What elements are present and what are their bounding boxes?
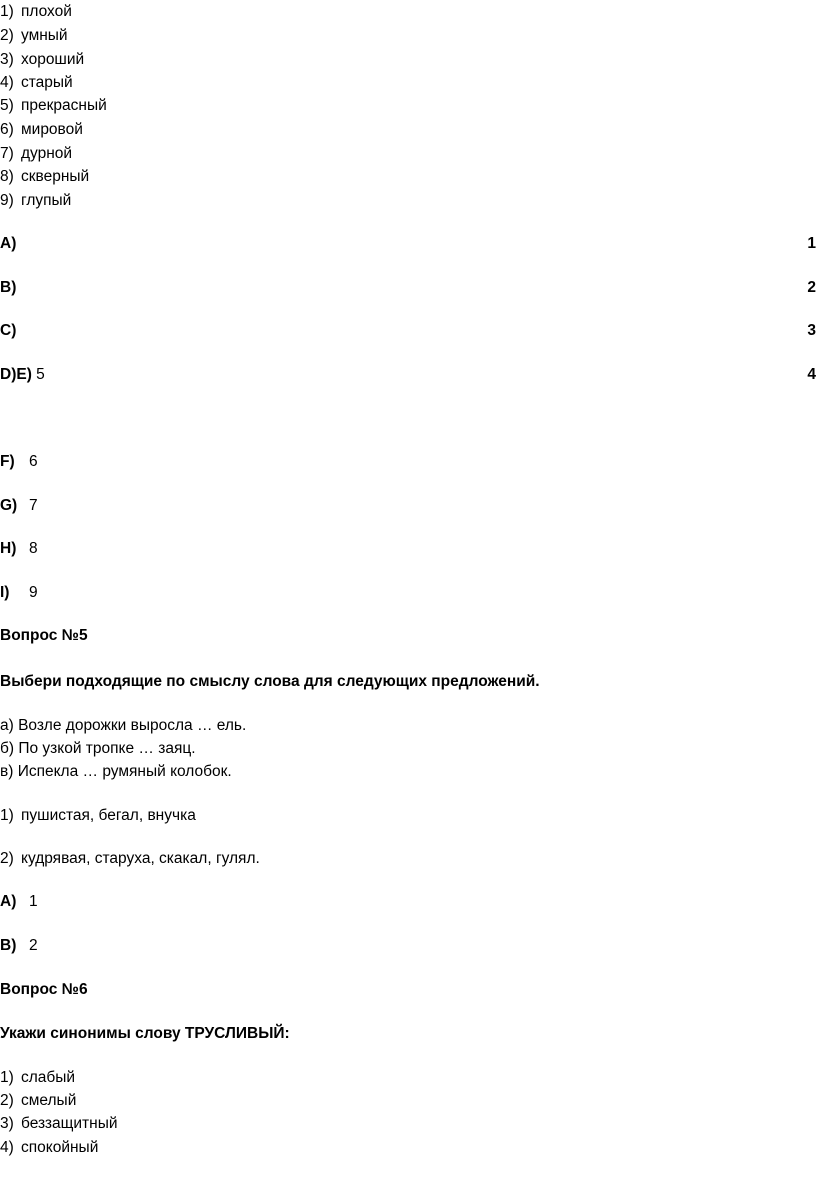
list-item: 9) глупый	[0, 192, 72, 209]
option-item: 2) кудрявая, старуха, скакал, гулял.	[0, 850, 260, 867]
answer-option-a[interactable]: A)	[0, 235, 17, 252]
option-item: 4) спокойный	[0, 1139, 99, 1156]
list-item: 6) мировой	[0, 121, 83, 138]
answer-number: 4	[807, 366, 816, 383]
list-item: 3) хороший	[0, 51, 85, 68]
answer-option-a[interactable]: A) 1	[0, 893, 38, 910]
answer-number: 1	[807, 235, 816, 252]
list-item: 8) скверный	[0, 168, 90, 185]
list-item: 4) старый	[0, 74, 73, 91]
question-prompt: Выбери подходящие по смыслу слова для следующих предложений.	[0, 673, 540, 690]
answer-option-h[interactable]: H) 8	[0, 540, 38, 557]
list-item: 7) дурной	[0, 145, 73, 162]
answer-option-b[interactable]: B)	[0, 279, 17, 296]
list-item: 5) прекрасный	[0, 97, 107, 114]
question-title: Вопрос №6	[0, 981, 88, 998]
answer-option-de[interactable]: D)E) 5	[0, 366, 45, 383]
question-title: Вопрос №5	[0, 627, 88, 644]
answer-option-g[interactable]: G) 7	[0, 497, 38, 514]
list-item: 1) плохой	[0, 3, 72, 20]
sentence: б) По узкой тропке … заяц.	[0, 740, 196, 757]
option-item: 1) слабый	[0, 1069, 76, 1086]
question-prompt: Укажи синонимы слову ТРУСЛИВЫЙ:	[0, 1025, 290, 1042]
option-item: 2) смелый	[0, 1092, 77, 1109]
sentence: в) Испекла … румяный колобок.	[0, 763, 232, 780]
option-item: 3) беззащитный	[0, 1115, 118, 1132]
answer-number: 3	[807, 322, 816, 339]
answer-option-f[interactable]: F) 6	[0, 453, 38, 470]
list-item: 2) умный	[0, 27, 68, 44]
answer-option-c[interactable]: C)	[0, 322, 17, 339]
option-item: 1) пушистая, бегал, внучка	[0, 807, 196, 824]
answer-number: 2	[807, 279, 816, 296]
answer-option-b[interactable]: B) 2	[0, 937, 38, 954]
sentence: а) Возле дорожки выросла … ель.	[0, 717, 247, 734]
answer-option-i[interactable]: I) 9	[0, 584, 38, 601]
